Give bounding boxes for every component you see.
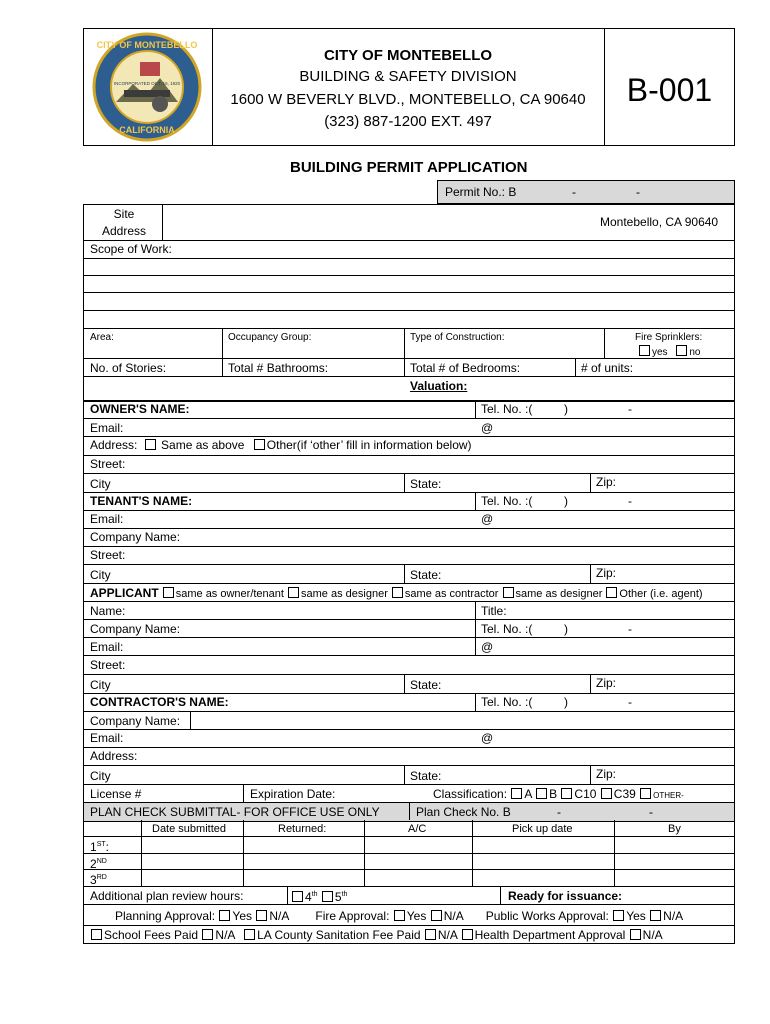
owner-same-checkbox[interactable] (145, 439, 156, 450)
owner-other-label: Other(if ‘other’ fill in information below) (266, 438, 472, 452)
seal-band-text: INCORPORATED OCT. 16, 1920 (113, 81, 181, 86)
public-works-approval-label: Public Works Approval: (485, 909, 609, 923)
seal-bottom-text: CALIFORNIA (119, 125, 175, 135)
applicant-zip-label: Zip: (596, 676, 617, 690)
contractor-tel-dash: - (628, 695, 632, 709)
contractor-zip-label: Zip: (596, 767, 617, 781)
applicant-tel-dash: - (628, 622, 632, 636)
class-c39-label: C39 (613, 787, 636, 801)
tenant-tel-dash: - (628, 494, 632, 508)
class-c10-checkbox[interactable] (561, 788, 572, 799)
la-county-label: LA County Sanitation Fee Paid (257, 928, 421, 942)
plan-check-number-label: Plan Check No. B (416, 805, 511, 819)
applicant-opt2-label: same as designer (301, 588, 388, 600)
site-city-state: Montebello, CA 90640 (600, 215, 719, 229)
contractor-company-label: Company Name: (90, 714, 181, 728)
city-name: CITY OF MONTEBELLO (323, 47, 493, 64)
row-first (90, 838, 109, 854)
division-address: 1600 W BEVERLY BLVD., MONTEBELLO, CA 90640 (230, 91, 586, 108)
division-name: BUILDING & SAFETY DIVISION (299, 68, 517, 85)
col-pickup-date: Pick up date (512, 823, 573, 835)
planning-na-checkbox[interactable] (256, 910, 267, 921)
class-other-label: OTHER- (653, 791, 684, 800)
approvals-row-2 (90, 928, 663, 942)
city-seal-logo (88, 32, 206, 142)
contractor-state-label: State: (410, 769, 442, 783)
applicant-city-label: City (90, 678, 111, 692)
valuation-label: Valuation: (410, 379, 468, 393)
construction-label: Type of Construction: (410, 332, 505, 343)
health-dept-label: Health Department Approval (474, 928, 626, 942)
planning-yes-checkbox[interactable] (219, 910, 230, 921)
fire-yes-label: Yes (406, 909, 427, 923)
row-third-sup: RD (96, 874, 107, 881)
bedrooms-label: Total # of Bedrooms: (410, 361, 521, 375)
permit-dash: - (572, 185, 576, 199)
plan-check-dash: - (649, 805, 653, 819)
applicant-state-label: State: (410, 678, 442, 692)
contractor-email-label: Email: (90, 731, 124, 745)
scope-of-work-input[interactable] (180, 241, 730, 327)
public-works-na-label: N/A (663, 909, 684, 923)
contractor-classification-row (433, 787, 684, 803)
applicant-opt2-checkbox[interactable] (288, 587, 299, 598)
public-works-yes-checkbox[interactable] (613, 910, 624, 921)
school-fees-label: School Fees Paid (104, 928, 199, 942)
applicant-email-at: @ (481, 640, 494, 654)
owner-zip-label: Zip: (596, 475, 617, 489)
applicant-opt3-checkbox[interactable] (392, 587, 403, 598)
applicant-opt1-label: same as owner/tenant (175, 588, 284, 600)
class-b-label: B (549, 787, 558, 801)
contractor-tel-label: Tel. No. :( (481, 695, 533, 709)
hours-5th-checkbox[interactable] (322, 891, 333, 902)
plan-check-dash: - (557, 805, 561, 819)
applicant-opt5-checkbox[interactable] (606, 587, 617, 598)
tenant-tel-label: Tel. No. :( (481, 494, 533, 508)
contractor-tel-paren: ) (564, 695, 568, 709)
applicant-title-label: Title: (481, 604, 507, 618)
col-date-submitted: Date submitted (152, 823, 226, 835)
site-address-input[interactable] (166, 207, 591, 237)
applicant-opt4-label: same as designer (515, 588, 603, 600)
applicant-name-label: Name: (90, 604, 126, 618)
additional-hours-label: Additional plan review hours: (90, 889, 244, 903)
valuation-input[interactable] (475, 377, 730, 395)
applicant-opt3-label: same as contractor (404, 588, 499, 600)
contractor-name-label: CONTRACTOR'S NAME: (90, 695, 229, 709)
class-b-checkbox[interactable] (536, 788, 547, 799)
additional-hours-options (291, 888, 347, 904)
scope-label: Scope of Work: (90, 242, 172, 256)
permit-number-input[interactable] (525, 182, 730, 202)
sprinklers-yes-checkbox[interactable] (639, 345, 650, 356)
plan-check-title: PLAN CHECK SUBMITTAL- FOR OFFICE USE ONLY (90, 805, 380, 819)
col-ac: A/C (408, 823, 427, 835)
class-other-checkbox[interactable] (640, 788, 651, 799)
hours-4th-checkbox[interactable] (292, 891, 303, 902)
form-code: B-001 (626, 72, 713, 108)
contractor-address-label: Address: (90, 749, 138, 763)
row-first-colon: : (105, 840, 109, 854)
school-fees-na-label: N/A (215, 928, 235, 942)
fire-na-label: N/A (443, 909, 464, 923)
school-fees-na-checkbox[interactable] (202, 929, 213, 940)
area-label: Area: (90, 332, 114, 343)
sprinklers-no-checkbox[interactable] (676, 345, 687, 356)
owner-tel-dash: - (628, 402, 632, 416)
applicant-opt4-checkbox[interactable] (503, 587, 514, 598)
approvals-row-1 (115, 909, 683, 923)
owner-state-label: State: (410, 477, 442, 491)
health-dept-na-checkbox[interactable] (630, 929, 641, 940)
applicant-row (90, 586, 703, 601)
contractor-email-at: @ (481, 731, 494, 745)
tenant-name-label: TENANT'S NAME: (90, 494, 193, 508)
hours-5th-sup: th (341, 891, 348, 898)
owner-name-label: OWNER'S NAME: (90, 402, 190, 416)
fire-yes-checkbox[interactable] (394, 910, 405, 921)
owner-email-label: Email: (90, 421, 124, 435)
tenant-tel-paren: ) (564, 494, 568, 508)
hours-4th-sup: th (311, 891, 318, 898)
tenant-street-label: Street: (90, 548, 126, 562)
site-address-label: Site Address (101, 207, 147, 238)
health-dept-na-label: N/A (642, 928, 663, 942)
fire-na-checkbox[interactable] (431, 910, 442, 921)
applicant-opt1-checkbox[interactable] (163, 587, 174, 598)
permit-number-label: Permit No.: B (445, 185, 517, 199)
tenant-email-at: @ (481, 512, 494, 526)
health-dept-checkbox[interactable] (462, 929, 473, 940)
stories-label: No. of Stories: (90, 361, 167, 375)
planning-approval-label: Planning Approval: (115, 909, 216, 923)
division-phone: (323) 887-1200 EXT. 497 (324, 113, 492, 130)
applicant-label: APPLICANT (90, 586, 159, 600)
col-by: By (668, 823, 681, 835)
tenant-zip-label: Zip: (596, 566, 617, 580)
owner-city-label: City (90, 477, 111, 491)
tenant-city-label: City (90, 568, 111, 582)
sprinklers-no-label: no (689, 347, 701, 358)
row-third-num: 3 (90, 873, 97, 887)
ready-for-issuance-label: Ready for issuance: (508, 889, 623, 903)
contractor-city-label: City (90, 769, 111, 783)
row-first-sup: ST (96, 841, 106, 848)
class-c39-checkbox[interactable] (601, 788, 612, 799)
tenant-email-label: Email: (90, 512, 124, 526)
class-c10-label: C10 (574, 787, 597, 801)
owner-tel-label: Tel. No. :( (481, 402, 533, 416)
fire-approval-label: Fire Approval: (315, 909, 390, 923)
sprinklers-yes-label: yes (652, 347, 668, 358)
applicant-street-label: Street: (90, 658, 126, 672)
hours-5th-label: 5 (334, 890, 342, 904)
permit-dash: - (636, 185, 640, 199)
col-returned: Returned: (278, 823, 327, 835)
owner-address-label: Address: (90, 438, 138, 452)
la-county-na-checkbox[interactable] (425, 929, 436, 940)
row-third (90, 871, 107, 887)
class-a-checkbox[interactable] (511, 788, 522, 799)
owner-tel-paren: ) (564, 402, 568, 416)
la-county-checkbox[interactable] (244, 929, 255, 940)
occupancy-label: Occupancy Group: (228, 332, 312, 343)
contractor-expiration-label: Expiration Date: (250, 787, 336, 801)
hours-4th-label: 4 (305, 890, 312, 904)
form-title: BUILDING PERMIT APPLICATION (290, 159, 528, 176)
applicant-tel-paren: ) (564, 622, 568, 636)
owner-other-checkbox[interactable] (254, 439, 265, 450)
la-county-na-label: N/A (437, 928, 458, 942)
planning-na-label: N/A (269, 909, 289, 923)
owner-street-label: Street: (90, 457, 126, 471)
school-fees-checkbox[interactable] (91, 929, 102, 940)
planning-yes-label: Yes (232, 909, 252, 923)
applicant-opt5-label: Other (i.e. agent) (619, 588, 703, 600)
classification-label: Classification: (433, 787, 508, 801)
applicant-company-label: Company Name: (90, 622, 181, 636)
owner-address-row (90, 438, 472, 452)
class-a-label: A (524, 787, 532, 801)
units-label: # of units: (581, 361, 634, 375)
tenant-company-label: Company Name: (90, 530, 181, 544)
seal-top-text: CITY OF MONTEBELLO (96, 40, 198, 50)
owner-email-at: @ (481, 421, 494, 435)
row-second-num: 2 (90, 857, 97, 871)
public-works-yes-label: Yes (626, 909, 646, 923)
owner-same-label: Same as above (161, 438, 245, 452)
tenant-state-label: State: (410, 568, 442, 582)
row-first-num: 1 (90, 840, 97, 854)
public-works-na-checkbox[interactable] (650, 910, 661, 921)
applicant-tel-label: Tel. No. :( (481, 622, 533, 636)
bathrooms-label: Total # Bathrooms: (228, 361, 329, 375)
applicant-email-label: Email: (90, 640, 124, 654)
row-second-sup: ND (96, 858, 107, 865)
sprinklers-label: Fire Sprinklers: (635, 332, 703, 343)
contractor-license-label: License # (90, 787, 142, 801)
